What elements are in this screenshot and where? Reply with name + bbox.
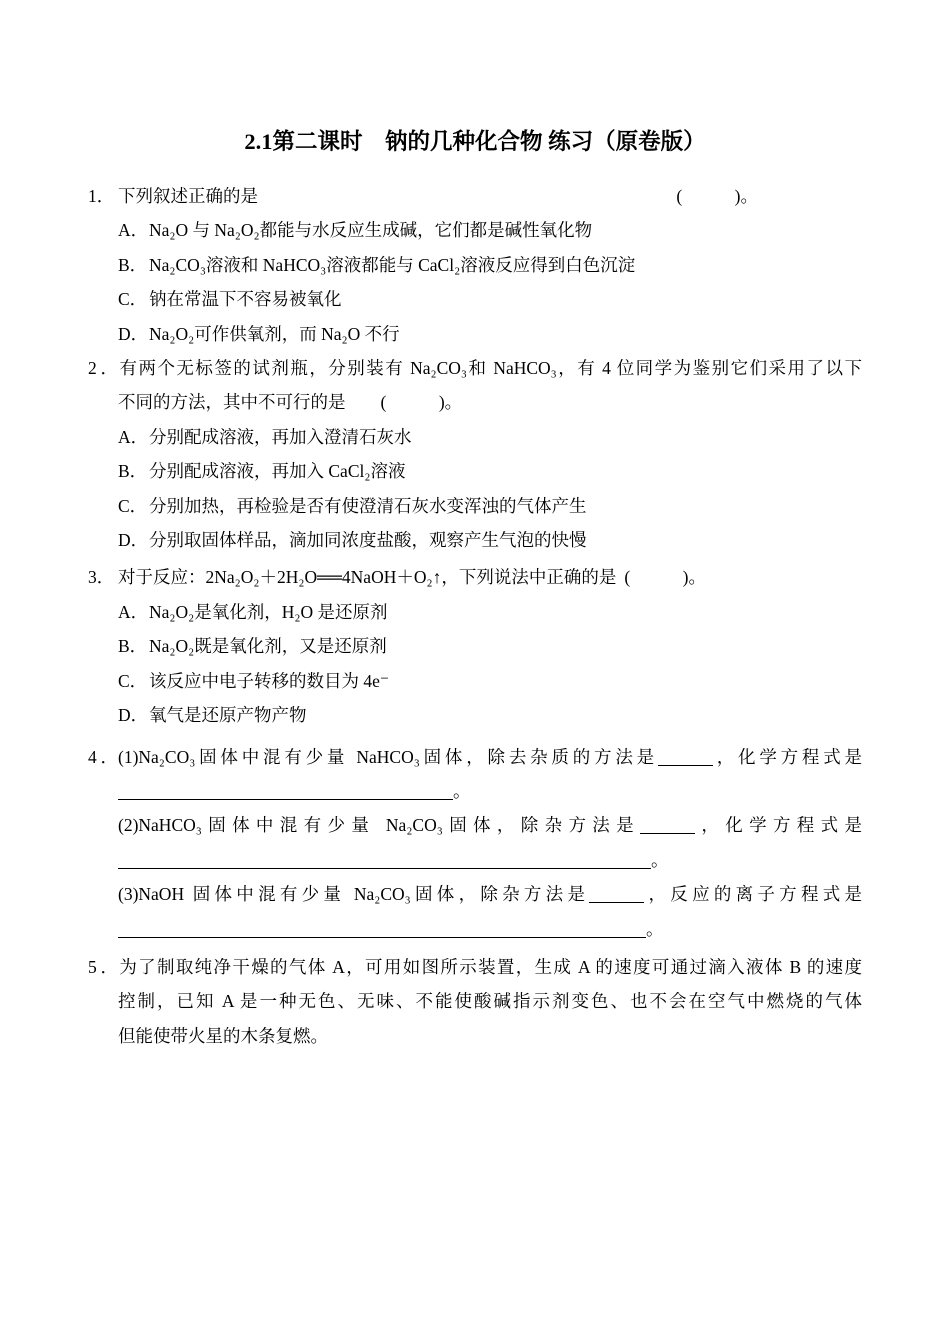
answer-blank (640, 818, 695, 835)
line-tail: 。 (646, 918, 664, 939)
question-3-option-b (88, 629, 862, 663)
question-2-option-a (88, 420, 862, 454)
option-label: D． (118, 705, 149, 726)
question-4-part-1-stem (88, 740, 862, 774)
answer-blank-line (118, 921, 646, 938)
option-text: Na₂O₂是氧化剂，H₂O 是还原剂 (149, 601, 388, 622)
option-label: A． (118, 220, 149, 241)
option-label: C． (118, 670, 148, 691)
question-3-stem: 对于反应：2Na₂O₂＋2H₂O══4NaOH＋O₂↑，下列说法中正确的是 (118, 567, 617, 588)
question-2-stem-continued: 不同的方法，其中不可行的是 (118, 392, 346, 413)
option-text: 分别取固体样品，滴加同浓度盐酸，观察产生气泡的快慢 (149, 530, 587, 551)
question-5-text: 控制，已知 A 是一种无色、无味、不能使酸碱指示剂变色、也不会在空气中燃烧的气体 (118, 991, 862, 1012)
line-tail: 。 (453, 780, 471, 801)
answer-blank (658, 749, 713, 766)
option-label: A． (118, 601, 149, 622)
question-2-option-b (88, 454, 862, 488)
part-text: ，反应的离子方程式是 (644, 884, 862, 905)
option-text: 该反应中电子转移的数目为 4e⁻ (149, 670, 390, 691)
option-label: D． (118, 530, 149, 551)
question-3-option-d (88, 698, 862, 732)
question-1-answer-bracket: ( )。 (676, 186, 758, 206)
option-text: 分别配成溶液，再加入 CaCl₂溶液 (149, 461, 406, 482)
question-1-number: 1． (88, 186, 115, 206)
option-text: Na₂O 与 Na₂O₂都能与水反应生成碱，它们都是碱性氧化物 (149, 220, 593, 241)
question-5 (88, 950, 862, 1053)
part-text: ，化学方程式是 (695, 815, 863, 836)
option-text: Na₂O₂可作供氧剂，而 Na₂O 不行 (149, 323, 400, 344)
line-tail: 。 (651, 849, 669, 870)
question-3-option-c (88, 664, 862, 698)
part-text: (3)NaOH 固体中混有少量 Na₂CO₃固体，除杂方法是 (118, 884, 590, 905)
question-1-stem-line (88, 179, 862, 213)
question-1-stem: 下列叙述正确的是 (118, 186, 258, 206)
question-4-part-1-answer-line (88, 774, 862, 808)
option-text: 氧气是还原产物产物 (149, 705, 307, 726)
option-label: D． (118, 323, 149, 344)
option-label: B． (118, 461, 148, 482)
question-3-stem-line (88, 560, 862, 594)
question-2-stem-line-1 (88, 351, 862, 385)
worksheet-body (0, 179, 950, 1053)
option-label: C． (118, 495, 148, 516)
question-4-part-2-answer-line (88, 843, 862, 877)
question-2-option-d (88, 523, 862, 557)
question-4 (88, 740, 862, 946)
question-5-text: 为了制取纯净干燥的气体 A，可用如图所示装置，生成 A 的速度可通过滴入液体 B 的速度 (118, 956, 862, 977)
option-label: B． (118, 254, 148, 275)
answer-blank-line (118, 783, 453, 800)
option-label: A． (118, 426, 149, 447)
question-3-answer-bracket: ( )。 (624, 567, 706, 588)
option-text: 钠在常温下不容易被氧化 (149, 289, 342, 310)
question-1-option-a (88, 213, 862, 247)
question-2-number: 2． (88, 358, 118, 379)
question-1 (88, 179, 862, 351)
part-text: (2)NaHCO₃固体中混有少量 Na₂CO₃固体，除杂方法是 (118, 815, 641, 836)
option-text: Na₂CO₃溶液和 NaHCO₃溶液都能与 CaCl₂溶液反应得到白色沉淀 (149, 254, 636, 275)
question-5-number: 5． (88, 956, 118, 977)
question-3-number: 3． (88, 567, 115, 588)
answer-blank-line (118, 852, 651, 869)
question-5-stem-line-1 (88, 950, 862, 984)
option-label: C． (118, 289, 148, 310)
question-2 (88, 351, 862, 557)
question-4-part-3-stem (88, 877, 862, 911)
part-text: (1)Na₂CO₃固体中混有少量 NaHCO₃固体，除去杂质的方法是 (118, 746, 658, 767)
option-text: 分别配成溶液，再加入澄清石灰水 (149, 426, 412, 447)
question-2-answer-bracket: ( )。 (380, 392, 463, 413)
question-2-stem-line-2 (88, 385, 862, 419)
question-5-text: 但能使带火星的木条复燃。 (118, 1025, 328, 1046)
option-text: Na₂O₂既是氧化剂，又是还原剂 (149, 636, 387, 657)
question-4-number: 4． (88, 746, 118, 767)
part-text: ，化学方程式是 (712, 746, 863, 767)
question-1-option-d (88, 317, 862, 351)
question-5-stem-line-3 (88, 1019, 862, 1053)
question-1-option-b (88, 248, 862, 282)
question-3-option-a (88, 595, 862, 629)
question-4-part-3-answer-line (88, 912, 862, 946)
question-5-stem-line-2 (88, 984, 862, 1018)
question-2-option-c (88, 489, 862, 523)
question-2-stem: 有两个无标签的试剂瓶，分别装有 Na₂CO₃和 NaHCO₃，有 4 位同学为鉴别它们采用了以下 (118, 358, 862, 379)
option-text: 分别加热，再检验是否有使澄清石灰水变浑浊的气体产生 (149, 495, 587, 516)
page-title: 2.1第二课时 钠的几种化合物 练习（原卷版） (244, 129, 706, 154)
question-1-option-c (88, 282, 862, 316)
question-4-part-2-stem (88, 808, 862, 842)
question-3 (88, 560, 862, 732)
answer-blank (589, 887, 644, 904)
option-label: B． (118, 636, 148, 657)
